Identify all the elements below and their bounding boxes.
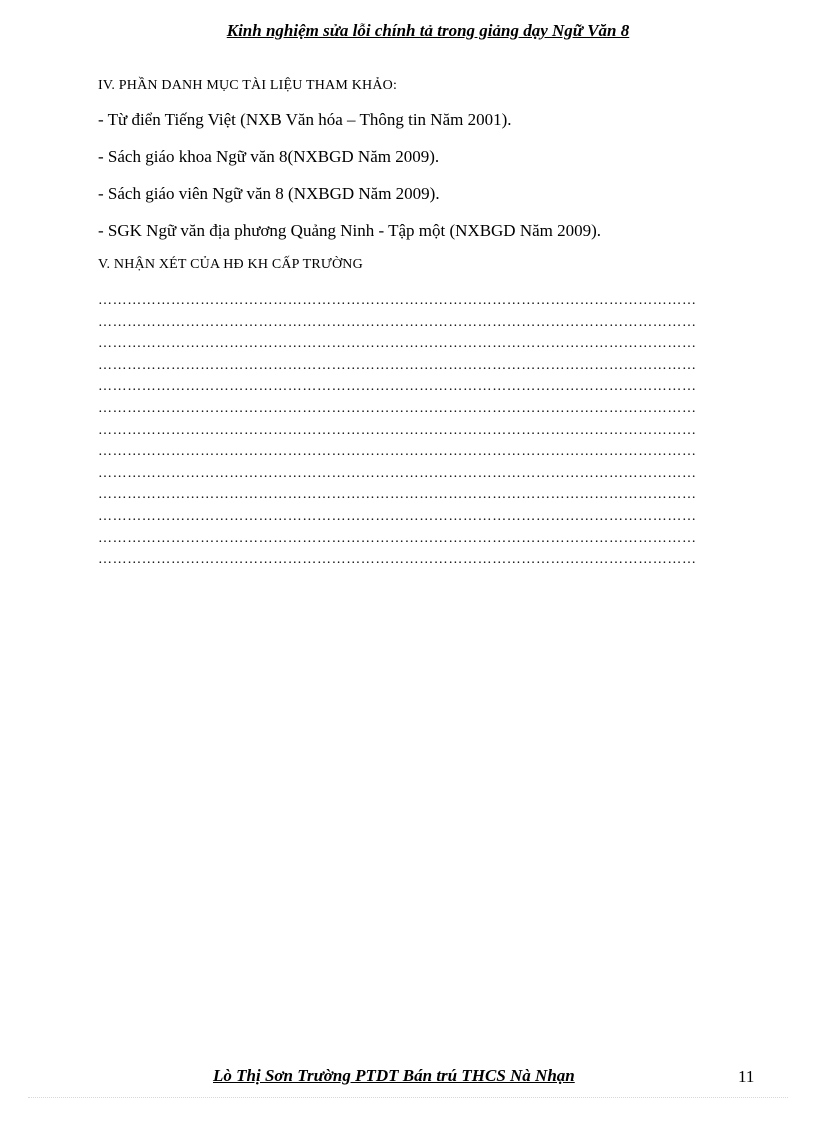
page-content	[98, 76, 758, 571]
dot-line: ……………………………………………………………………………………………………………	[98, 314, 697, 330]
page-bottom-divider	[28, 1097, 788, 1098]
section-iv-heading: IV. PHẦN DANH MỤC TÀI LIỆU THAM KHẢO:	[98, 78, 398, 93]
section-v-heading: V. NHẬN XÉT CỦA HĐ KH CẤP TRƯỜNG	[98, 257, 363, 272]
dot-line: ……………………………………………………………………………………………………………	[98, 422, 697, 438]
reference-item: - Sách giáo viên Ngữ văn 8 (NXBGD Năm 2009).	[98, 184, 440, 203]
page-footer	[0, 1066, 816, 1090]
dot-line: ……………………………………………………………………………………………………………	[98, 379, 697, 395]
footer-author-school: Lò Thị Sơn Trường PTDT Bán trú THCS Nà Nhạn	[213, 1066, 575, 1085]
dot-line: ……………………………………………………………………………………………………………	[98, 508, 697, 524]
dot-line: ……………………………………………………………………………………………………………	[98, 552, 697, 568]
comment-dot-lines	[98, 290, 758, 571]
page-number: 11	[738, 1067, 755, 1086]
reference-list	[98, 108, 758, 243]
dot-line: ……………………………………………………………………………………………………………	[98, 336, 697, 352]
dot-line: ……………………………………………………………………………………………………………	[98, 400, 697, 416]
dot-line: ……………………………………………………………………………………………………………	[98, 293, 697, 308]
dot-line: ……………………………………………………………………………………………………………	[98, 444, 697, 460]
reference-item: - SGK Ngữ văn địa phương Quảng Ninh - Tập một (NXBGD Năm 2009).	[98, 221, 602, 240]
dot-line: ……………………………………………………………………………………………………………	[98, 357, 697, 373]
dot-line: ……………………………………………………………………………………………………………	[98, 465, 697, 481]
header-title: Kinh nghiệm sửa lỗi chính tả trong giảng dạy Ngữ Văn 8	[226, 21, 630, 40]
dot-line: ……………………………………………………………………………………………………………	[98, 487, 697, 503]
dot-line: ……………………………………………………………………………………………………………	[98, 530, 697, 546]
reference-item: - Từ điển Tiếng Việt (NXB Văn hóa – Thông tin Năm 2001).	[98, 110, 512, 129]
reference-item: - Sách giáo khoa Ngữ văn 8(NXBGD Năm 2009).	[98, 147, 440, 166]
